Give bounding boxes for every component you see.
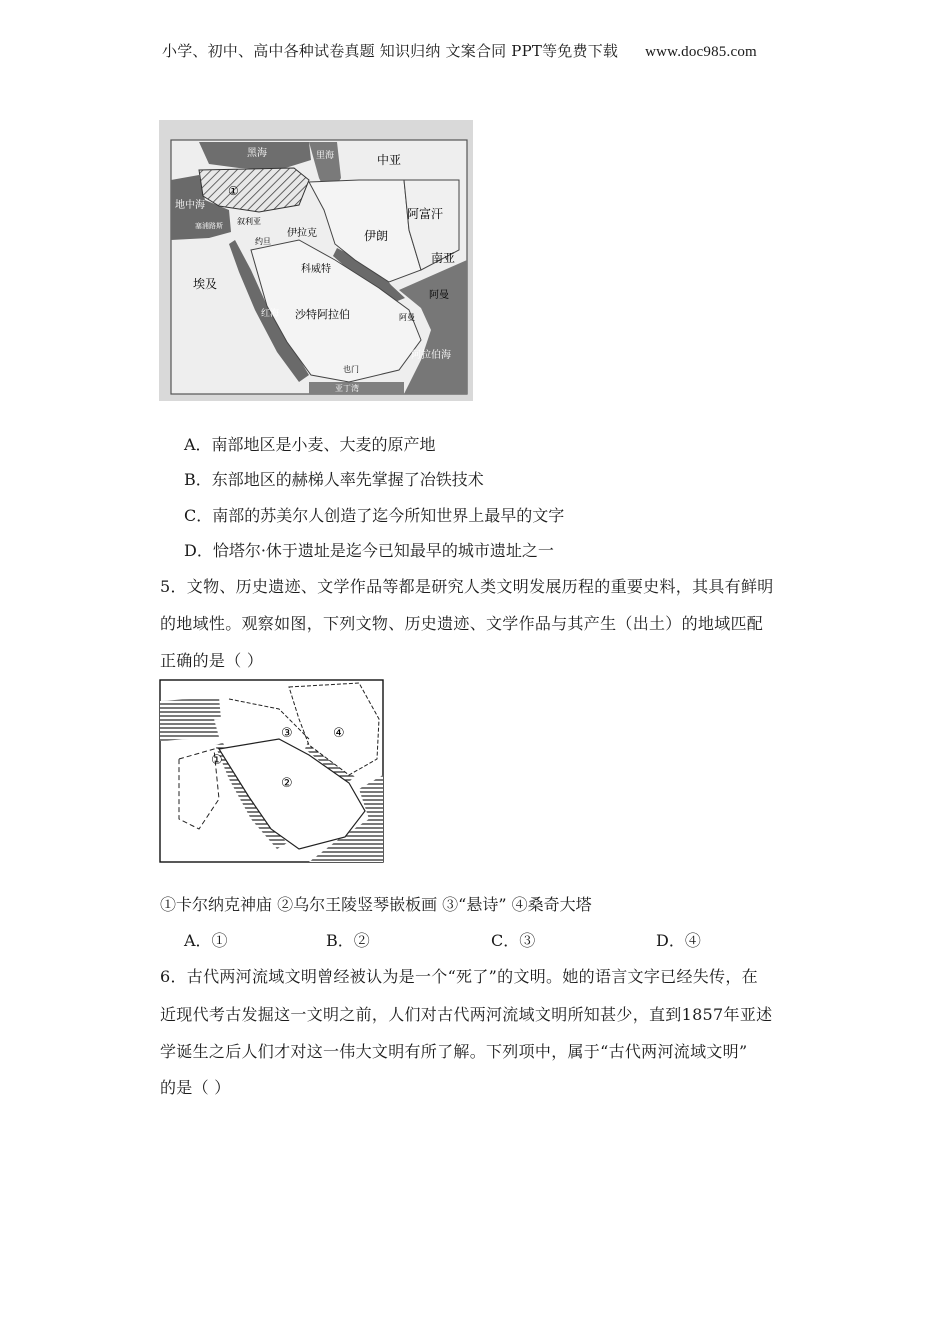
map2-marker-4: ④	[333, 726, 345, 741]
label-kuwait: 科威特	[301, 264, 331, 275]
label-oman: 阿曼	[429, 290, 449, 301]
q5-choice-d[interactable]: D．④	[656, 931, 701, 950]
label-central-asia: 中亚	[377, 153, 402, 167]
label-afghanistan: 阿富汗	[407, 207, 444, 221]
arabia-outline-map	[159, 679, 384, 863]
label-saudi: 沙特阿拉伯	[295, 308, 350, 321]
header-text: 小学、初中、高中各种试卷真题 知识归纳 文案合同 PPT等免费下载	[162, 42, 619, 60]
label-egypt: 埃及	[193, 277, 218, 291]
q4-option-a[interactable]: A．南部地区是小麦、大麦的原产地	[184, 435, 436, 454]
q4-option-c[interactable]: C．南部的苏美尔人创造了迄今所知世界上最早的文字	[184, 506, 565, 525]
label-caspian: 里海	[316, 151, 335, 161]
label-south-asia: 南亚	[431, 251, 456, 265]
q6-line-1: 6．古代两河流域文明曾经被认为是一个“死了”的文明。她的语言文字已经失传，在	[160, 967, 758, 986]
label-mediterranean: 地中海	[175, 200, 205, 211]
q6-line-2: 近现代考古发掘这一文明之前，人们对古代两河流域文明所知甚少，直到1857年亚述	[160, 1005, 773, 1024]
label-cyprus: 塞浦路斯	[195, 222, 223, 230]
label-iraq: 伊拉克	[287, 228, 317, 239]
q5-items: ①卡尔纳克神庙 ②乌尔王陵竖琴嵌板画 ③“悬诗” ④桑奇大塔	[160, 895, 592, 914]
label-jordan: 约旦	[255, 237, 271, 246]
q5-choice-a[interactable]: A．①	[184, 931, 228, 950]
header-url: www.doc985.com	[645, 44, 757, 60]
label-oman-coast: 阿曼	[399, 313, 415, 322]
map2-marker-3: ③	[281, 726, 293, 741]
label-iran: 伊朗	[364, 229, 389, 243]
map2-marker-2: ②	[281, 776, 293, 791]
map1-marker-1: ①	[228, 184, 239, 198]
q5-choice-c[interactable]: C．③	[491, 931, 536, 950]
q5-choice-b[interactable]: B．②	[326, 931, 370, 950]
west-asia-map	[159, 120, 473, 401]
q4-option-d[interactable]: D．恰塔尔·休于遗址是迄今已知最早的城市遗址之一	[184, 541, 554, 560]
map2-marker-1: ①	[211, 753, 223, 768]
label-aden: 亚丁湾	[335, 384, 359, 393]
page-header	[162, 40, 757, 61]
q5-line-3: 正确的是（ ）	[160, 651, 264, 670]
q5-line-1: 5．文物、历史遗迹、文学作品等都是研究人类文明发展历程的重要史料，其具有鲜明	[160, 577, 774, 596]
label-red-sea: 红海	[261, 309, 280, 319]
q6-line-3: 学诞生之后人们才对这一伟大文明有所了解。下列项中，属于“古代两河流域文明”	[160, 1042, 748, 1061]
q5-line-2: 的地域性。观察如图，下列文物、历史遗迹、文学作品与其产生（出土）的地域匹配	[160, 614, 764, 633]
q4-option-b[interactable]: B．东部地区的赫梯人率先掌握了冶铁技术	[184, 470, 484, 489]
q6-line-4: 的是（ ）	[160, 1078, 231, 1097]
label-black-sea: 黑海	[247, 148, 267, 159]
label-arabian-sea: 阿拉伯海	[411, 350, 451, 361]
label-yemen: 也门	[343, 365, 359, 374]
label-syria: 叙利亚	[237, 217, 261, 226]
